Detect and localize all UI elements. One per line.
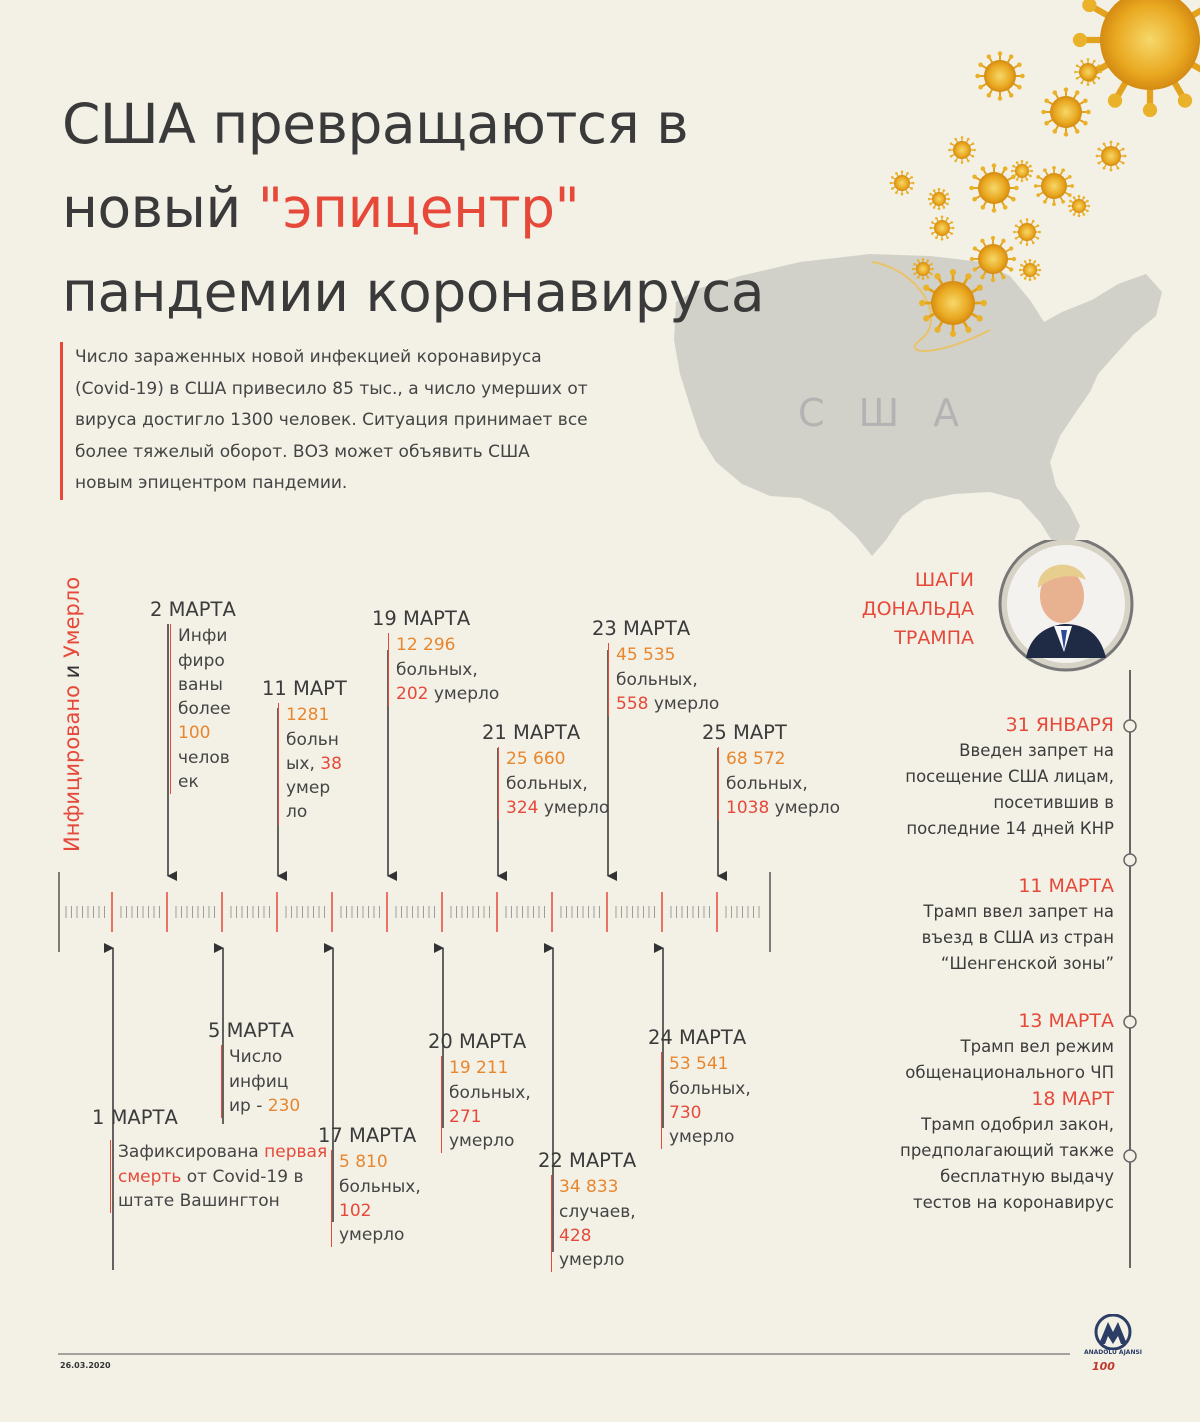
trump-step-text: бесплатную выдачу [940, 1167, 1114, 1186]
event-deaths: 38 [320, 753, 342, 774]
event-text: умерло [669, 1127, 735, 1148]
event-count: 34 833 [559, 1177, 619, 1198]
event-body [388, 633, 499, 706]
timeline-node-icon [1124, 854, 1136, 866]
event-text: умерло [339, 1225, 405, 1246]
event-count: 12 296 [396, 635, 456, 656]
footer-date: 26.03.2020 [60, 1361, 111, 1370]
event-count: 53 541 [669, 1054, 729, 1075]
agency-name: ANADOLU AJANSI [1083, 1349, 1143, 1356]
event-text: больных, [616, 669, 698, 690]
event-date: 19 МАРТА [372, 607, 471, 630]
event-text: умерло [538, 797, 610, 818]
event-count: 25 660 [506, 749, 566, 770]
timeline-node-icon [1124, 1016, 1136, 1028]
event-text: Зафиксирована [118, 1142, 265, 1163]
event-body [170, 624, 236, 794]
event-24-march [648, 1026, 751, 1149]
event-count: 100 [178, 723, 211, 744]
trump-section-title [850, 566, 974, 653]
event-text: более [178, 699, 231, 720]
event-text: умерло [648, 693, 720, 714]
label-and: и [60, 658, 84, 685]
event-body [441, 1056, 531, 1153]
intro-line: новым эпицентром пандемии. [75, 473, 348, 493]
event-body [110, 1140, 327, 1213]
event-date: 17 МАРТА [318, 1124, 417, 1147]
trump-step-3 [814, 1008, 1114, 1216]
event-body [551, 1175, 636, 1272]
event-highlight: смерть [118, 1166, 182, 1187]
trump-step-text: общенационального ЧП [905, 1063, 1114, 1082]
event-23-march [592, 617, 719, 716]
title-text: новый [62, 176, 258, 240]
timeline-ticks [66, 892, 759, 932]
event-text: челов [178, 747, 230, 768]
event-19-march [372, 607, 499, 706]
event-count: 45 535 [616, 645, 676, 666]
timeline-node-icon [1124, 720, 1136, 732]
event-deaths: 102 [339, 1200, 372, 1221]
event-date: 24 МАРТА [648, 1026, 747, 1049]
event-deaths: 428 [559, 1225, 592, 1246]
usa-map-label: США [798, 391, 994, 435]
label-died: Умерло [60, 576, 84, 658]
event-text: больных, [726, 773, 808, 794]
event-text: умерло [449, 1131, 515, 1152]
event-deaths: 730 [669, 1102, 702, 1123]
event-count: 68 572 [726, 749, 786, 770]
event-text: ваны [178, 674, 223, 695]
event-count: 5 810 [339, 1152, 388, 1173]
event-date: 1 МАРТА [92, 1106, 178, 1129]
event-date: 21 МАРТА [482, 721, 581, 744]
event-text: больных, [449, 1082, 531, 1103]
title-line-1: США превращаются в [62, 92, 689, 156]
event-date: 25 МАРТ [702, 721, 787, 744]
event-20-march [428, 1030, 531, 1153]
trump-step-date: 13 МАРТА [1018, 1010, 1114, 1032]
trump-step-text: Трамп одобрил закон, [921, 1115, 1114, 1134]
event-text: Число [229, 1047, 283, 1068]
trump-step-text: Трамп ввел запрет на [923, 902, 1114, 921]
trump-step-text: Введен запрет на [959, 741, 1114, 760]
event-text: ло [286, 802, 308, 823]
trump-step-text: посещение США лицам, [905, 767, 1114, 786]
event-deaths: 1038 [726, 797, 770, 818]
event-text: умерло [559, 1250, 625, 1271]
trump-title-line: ТРАМПА [894, 627, 974, 649]
trump-step-1 [814, 712, 1114, 842]
event-count: 230 [267, 1095, 301, 1116]
event-body [498, 747, 609, 820]
trump-step-date: 11 МАРТА [1018, 875, 1114, 897]
trump-step-text: “Шенгенской зоны” [940, 954, 1114, 973]
event-date: 11 МАРТ [262, 677, 347, 700]
trump-step-text: тестов на коронавирус [913, 1193, 1114, 1212]
event-text: фиро [178, 650, 225, 671]
footer-line [0, 1340, 1200, 1370]
title-highlight: "эпицентр" [257, 176, 580, 240]
event-text: инфиц [229, 1071, 289, 1092]
event-2-march [150, 598, 236, 794]
event-date: 22 МАРТА [538, 1149, 637, 1172]
event-11-march [262, 677, 347, 825]
trump-portrait [1000, 540, 1132, 670]
event-date: 5 МАРТА [208, 1019, 294, 1042]
intro-line: вируса достигло 1300 человек. Ситуация принимает все [75, 410, 588, 430]
trump-step-date: 31 ЯНВАРЯ [1005, 714, 1114, 736]
event-text: умерло [769, 797, 841, 818]
event-date: 23 МАРТА [592, 617, 691, 640]
event-body [221, 1045, 300, 1118]
event-text: ых, [286, 753, 321, 774]
event-count: 19 211 [449, 1058, 509, 1079]
event-text: больных, [506, 773, 588, 794]
event-text: ир - [229, 1095, 268, 1116]
trump-step-text: последние 14 дней КНР [906, 819, 1114, 838]
trump-step-text: Трамп вел режим [960, 1037, 1114, 1056]
event-text: случаев, [559, 1201, 636, 1222]
event-deaths: 558 [616, 693, 649, 714]
event-text: больных, [396, 659, 478, 680]
label-infected: Инфицировано [60, 685, 84, 852]
event-text: ек [178, 772, 199, 793]
event-17-march [318, 1124, 421, 1247]
trump-step-2 [814, 873, 1114, 977]
event-text: больных, [669, 1078, 751, 1099]
trump-step-text: въезд в США из стран [921, 928, 1114, 947]
event-text: больных, [339, 1176, 421, 1197]
event-body [278, 703, 347, 824]
trump-title-line: ДОНАЛЬДА [861, 598, 974, 620]
trump-title-line: ШАГИ [914, 569, 974, 591]
event-22-march [538, 1149, 636, 1272]
intro-line: Число зараженных новой инфекцией коронавируса [75, 347, 542, 367]
intro-line: (Covid-19) в США привесило 85 тыс., а число умерших от [75, 378, 588, 399]
event-body [661, 1052, 751, 1149]
event-date: 20 МАРТА [428, 1030, 527, 1053]
event-count: 1281 [286, 705, 330, 726]
event-text: умерло [428, 683, 500, 704]
event-body [608, 643, 719, 716]
title-line-3: пандемии коронавируса [62, 260, 765, 324]
event-body [331, 1150, 421, 1247]
anniversary-badge: 100 [1092, 1360, 1115, 1373]
trump-step-date: 18 МАРТ [1031, 1088, 1114, 1110]
anadolu-logo-icon [1090, 1314, 1136, 1350]
event-text: больн [286, 729, 339, 750]
event-text: штате Вашингтон [118, 1190, 280, 1211]
event-highlight: первая [264, 1142, 328, 1163]
event-text: Инфи [178, 626, 228, 647]
event-deaths: 324 [506, 797, 539, 818]
event-deaths: 271 [449, 1106, 482, 1127]
event-deaths: 202 [396, 683, 429, 704]
trump-step-text: предполагающий также [900, 1141, 1114, 1160]
event-text: умер [286, 778, 331, 799]
event-21-march [482, 721, 609, 820]
event-1-march [92, 1106, 327, 1213]
trump-step-text: посетившив в [993, 793, 1114, 812]
event-date: 2 МАРТА [150, 598, 236, 621]
event-5-march [208, 1019, 300, 1118]
timeline-node-icon [1124, 1150, 1136, 1162]
intro-line: более тяжелый оборот. ВОЗ может объявить США [75, 441, 530, 462]
event-text: от Covid-19 в [181, 1166, 304, 1187]
